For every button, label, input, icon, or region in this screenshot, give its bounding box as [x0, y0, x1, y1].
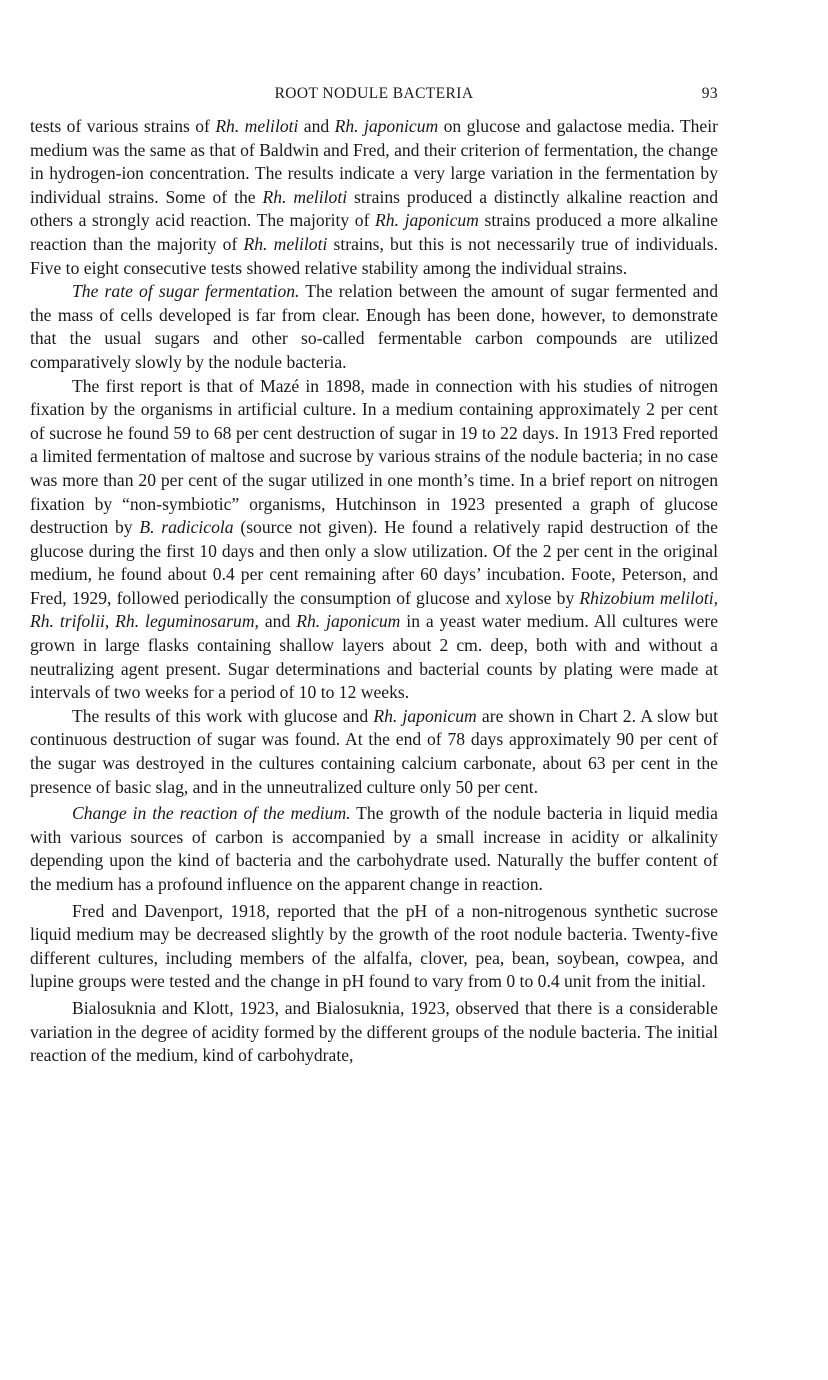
- text-run: strains, but this is not necessarily true of individuals. Five to eight consecutive tests showed relative stability among the individual strains.: [30, 233, 719, 278]
- running-title: ROOT NODULE BACTERIA: [274, 85, 474, 102]
- italic-run: Rhizobium meliloti, Rh. trifolii, Rh. leguminosarum,: [30, 587, 719, 632]
- text-run: The results of this work with glucose and: [72, 705, 374, 726]
- paragraph: [30, 280, 718, 374]
- italic-run: Rh. japonicum: [296, 611, 401, 632]
- text-run: and: [258, 611, 297, 632]
- text-run: strains produced a distinctly alkaline reaction and others a strongly acid reaction. The majority of: [30, 186, 718, 231]
- body-text: [30, 115, 718, 1068]
- page-number: 93: [701, 85, 718, 102]
- italic-run: B. radicicola: [139, 517, 234, 538]
- italic-run: Rh. meliloti: [215, 116, 299, 136]
- text-run: strains produced a more alkaline reaction than the majority of: [30, 210, 718, 254]
- paragraph: [30, 997, 718, 1068]
- text-run: tests of various strains of: [30, 116, 216, 136]
- paragraph: [30, 705, 718, 799]
- italic-run: Rh. japonicum: [334, 116, 439, 136]
- text-run: The relation between the amount of sugar fermented and the mass of cells developed is far from clear. Enough has been done, however, to demonstrate that the usual sugars and other so-called fermentable carbon compounds are utilized comparatively slowly by the nodule bacteria.: [30, 281, 719, 372]
- paragraph: [30, 115, 718, 280]
- italic-run: The rate of sugar fermentation.: [72, 281, 300, 302]
- text-run: and: [298, 116, 335, 136]
- text-run: are shown in Chart 2. A slow but continuous destruction of sugar was found. At the end of 78 days approximately 90 per cent of the sugar was destroyed in the cultures containing calcium carbonate, about 63 per cent in the presence of basic slag, and in the unneutralized culture only 50 per cent.: [30, 705, 719, 797]
- page-header: [30, 85, 718, 107]
- paragraph: [30, 802, 718, 896]
- italic-run: Rh. meliloti: [262, 186, 348, 207]
- italic-run: Rh. japonicum: [373, 705, 477, 726]
- text-run: Bialosuknia and Klott, 1923, and Bialosuknia, 1923, observed that there is a considerable variation in the degree of acidity formed by the different groups of the nodule bacteria. The initial reaction of the medium, kind of carbohydrate,: [30, 997, 718, 1066]
- text-run: The growth of the nodule bacteria in liquid media with various sources of carbon is accompanied by a small increase in acidity or alkalinity depending upon the kind of bacteria and the carbohydrate used. Naturally the buffer content of the medium has a profound influence on the apparent change in reaction.: [30, 803, 718, 894]
- text-run: on glucose and galactose media. Their medium was the same as that of Baldwin and Fred, and their criterion of fermentation, the change in hydrogen-ion concentration. The results indicate a very large variation in the fermentation by individual strains. Some of the: [30, 116, 718, 207]
- italic-run: Rh. meliloti: [243, 233, 328, 254]
- paragraph: [30, 375, 718, 705]
- italic-run: Change in the reaction of the medium.: [72, 803, 351, 824]
- paragraph: [30, 900, 718, 994]
- text-run: The first report is that of Mazé in 1898, made in connection with his studies of nitrogen fixation by the organisms in artificial culture. In a medium containing approximately 2 per cent of sucrose he found 59 to 68 per cent destruction of sugar in 19 to 22 days. In 1913 Fred reported a limited fermentation of maltose and sucrose by various strains of the nodule bacteria; in no case was more than 20 per cent of the sugar utilized in one month’s time. In a brief report on nitrogen fixation by “non-symbiotic” organisms, Hutchinson in 1923 presented a graph of glucose destruction by: [30, 375, 718, 538]
- text-run: (source not given). He found a relatively rapid destruction of the glucose during the first 10 days and then only a slow utilization. Of the 2 per cent in the original medium, he found about 0.4 per cent remaining after 60 days’ incubation. Foote, Peterson, and Fred, 1929, followed periodically the consumption of glucose and xylose by: [30, 517, 718, 608]
- text-run: in a yeast water medium. All cultures were grown in large flasks containing shallow layers about 2 cm. deep, both with and without a neutralizing agent present. Sugar determinations and bacterial counts by plating were made at intervals of two weeks for a period of 10 to 12 weeks.: [30, 611, 718, 703]
- italic-run: Rh. japonicum: [375, 210, 479, 231]
- text-run: Fred and Davenport, 1918, reported that the pH of a non-nitrogenous synthetic sucrose liquid medium may be decreased slightly by the growth of the root nodule bacteria. Twenty-five different cultures, including members of the alfalfa, clover, pea, bean, soybean, cowpea, and lupine groups were tested and the change in pH found to vary from 0 to 0.4 unit from the initial.: [30, 900, 718, 992]
